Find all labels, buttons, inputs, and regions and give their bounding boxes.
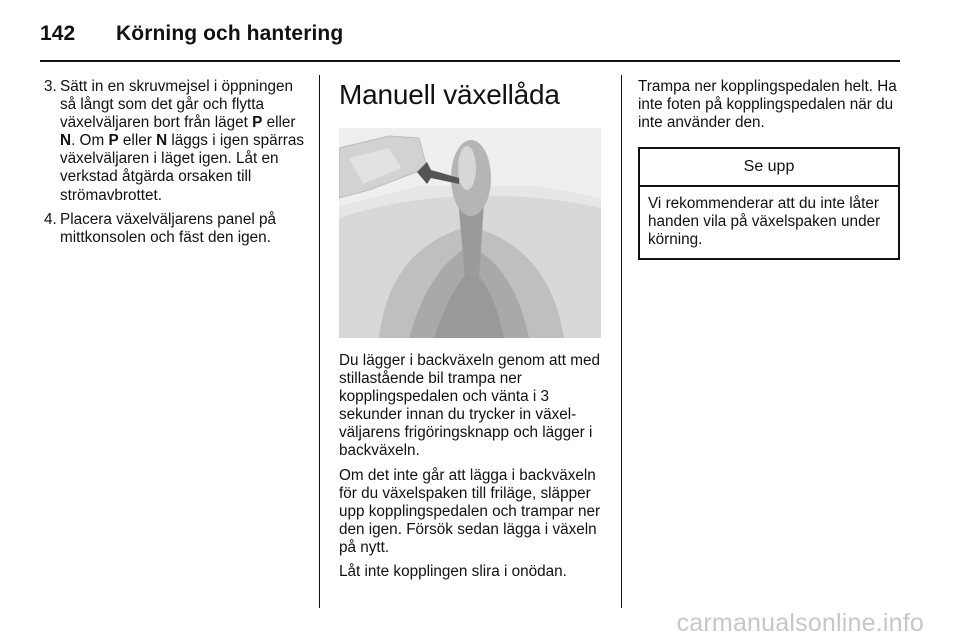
caution-text: Vi rekommenderar att du inte låter handen vila på växelspaken under körning. xyxy=(648,195,881,249)
caution-box xyxy=(638,147,900,259)
step-text: Placera växelväljarens panel på mittkonsolen och fäst den igen. xyxy=(60,210,276,246)
page-title: Körning och hantering xyxy=(116,22,344,45)
body-paragraph-1: Du lägger i backväxeln genom att med stillastående bil trampa ner kopplingspedalen och vänta i 3 sekunder innan du trycker in växelväljarens frigöringsknapp och lägger i backväxeln. xyxy=(339,352,601,460)
column-divider-1 xyxy=(319,75,320,608)
body-paragraph-3: Låt inte kopplingen slira i onödan. xyxy=(339,563,567,581)
section-title: Manuell växellåda xyxy=(339,79,560,110)
body-paragraph-2: Om det inte går att lägga i backväxeln för du växelspaken till friläge, släpper upp kopplingspedalen och trampar ner den igen. Försök sedan lägga i växeln på nytt. xyxy=(339,466,601,556)
header-divider xyxy=(40,60,900,62)
column-2 xyxy=(339,78,607,587)
column-1 xyxy=(44,78,312,253)
column-3 xyxy=(638,78,900,260)
column-divider-2 xyxy=(621,75,622,608)
gear-lever-image xyxy=(339,128,601,338)
step-text: Sätt in en skruvmejsel i öppningen så långt som det går och flytta växelväljaren bort från läget P eller N. Om P eller N läggs i igen spärras växelväljaren i läget igen. Låt en verkstad åtgärda orsaken till strömavbrottet. xyxy=(60,78,305,204)
gear-lever-illustration xyxy=(339,128,601,338)
step-3 xyxy=(44,78,312,205)
step-number: 3. xyxy=(44,78,57,95)
body-paragraph-4: Trampa ner kopplingspedalen helt. Ha inte foten på kopplingspedalen när du inte använder den. xyxy=(638,78,897,132)
page-header xyxy=(40,17,343,51)
caution-title: Se upp xyxy=(640,149,898,187)
page-number: 142 xyxy=(40,22,76,45)
step-4 xyxy=(44,211,312,247)
step-number: 4. xyxy=(44,210,57,228)
instruction-steps xyxy=(44,78,312,247)
watermark: carmanualsonline.info xyxy=(676,609,924,637)
